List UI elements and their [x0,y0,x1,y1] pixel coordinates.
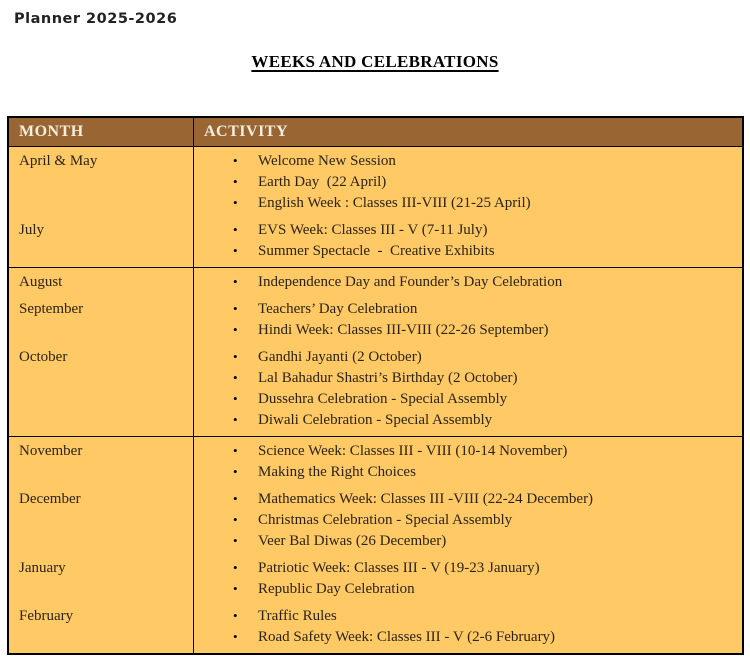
bullet-icon: • [233,370,238,385]
activity-item: • Independence Day and Founder’s Day Celebration [194,272,742,293]
bullet-icon: • [233,153,238,168]
activity-item: • EVS Week: Classes III - V (7-11 July) [194,220,742,241]
activity-item: • Republic Day Celebration [194,579,742,600]
column-header-activity: ACTIVITY [193,118,742,146]
table-row [9,267,742,436]
bullet-icon: • [233,274,238,289]
activity-list [193,268,742,293]
bullet-icon: • [233,533,238,548]
bullet-icon: • [233,322,238,337]
activity-item: • Science Week: Classes III - VIII (10-14 November) [194,441,742,462]
bullet-icon: • [233,443,238,458]
bullet-icon: • [233,412,238,427]
activity-list [193,214,742,267]
planner-title: Planner 2025-2026 [14,11,178,27]
month-label: April & May [19,153,98,169]
month-label: December [19,491,81,507]
bullet-icon: • [233,174,238,189]
activity-list [193,147,742,214]
table-row [9,147,742,267]
bullet-icon: • [233,608,238,623]
activity-item: • English Week : Classes III-VIII (21-25 April) [194,193,742,214]
bullet-icon: • [233,491,238,506]
bullet-icon: • [233,560,238,575]
activity-item: • Traffic Rules [194,606,742,627]
table-body [9,147,742,653]
month-label: February [19,608,74,624]
activity-item: • Gandhi Jayanti (2 October) [194,347,742,368]
table-row [9,436,742,653]
bullet-icon: • [233,195,238,210]
month-label: August [19,274,63,290]
activity-list [193,600,742,653]
activity-item: • Earth Day (22 April) [194,172,742,193]
bullet-icon: • [233,629,238,644]
activity-item: • Christmas Celebration - Special Assembly [194,510,742,531]
table-header-row [9,118,742,147]
month-group [9,293,742,341]
activity-list [193,483,742,552]
month-group [9,268,742,293]
month-group [9,483,742,552]
bullet-icon: • [233,222,238,237]
month-group [9,214,742,267]
month-label: September [19,301,84,317]
activity-list [193,552,742,600]
bullet-icon: • [233,512,238,527]
month-label: July [19,222,45,238]
page-title: WEEKS AND CELEBRATIONS [251,52,499,71]
month-label: January [19,560,66,576]
activity-item: • Welcome New Session [194,151,742,172]
activity-item: • Diwali Celebration - Special Assembly [194,410,742,431]
activity-item: • Making the Right Choices [194,462,742,483]
activity-item: • Veer Bal Diwas (26 December) [194,531,742,552]
month-label: October [19,349,68,365]
bullet-icon: • [233,464,238,479]
activity-item: • Mathematics Week: Classes III -VIII (22-24 December) [194,489,742,510]
month-group [9,147,742,214]
activity-item: • Patriotic Week: Classes III - V (19-23 January) [194,558,742,579]
activity-item: • Lal Bahadur Shastri’s Birthday (2 October) [194,368,742,389]
activity-list [193,341,742,436]
month-label: November [19,443,83,459]
bullet-icon: • [233,391,238,406]
activity-item: • Hindi Week: Classes III-VIII (22-26 September) [194,320,742,341]
activity-list [193,293,742,341]
bullet-icon: • [233,581,238,596]
activity-item: • Teachers’ Day Celebration [194,299,742,320]
activity-list [193,437,742,483]
month-group [9,552,742,600]
bullet-icon: • [233,243,238,258]
month-group [9,437,742,483]
bullet-icon: • [233,349,238,364]
activity-item: • Road Safety Week: Classes III - V (2-6 February) [194,627,742,648]
activity-item: • Summer Spectacle - Creative Exhibits [194,241,742,262]
month-group [9,341,742,436]
column-header-month: MONTH [19,123,84,140]
weeks-and-celebrations-table [7,116,744,655]
month-group [9,600,742,653]
activity-item: • Dussehra Celebration - Special Assembly [194,389,742,410]
bullet-icon: • [233,301,238,316]
